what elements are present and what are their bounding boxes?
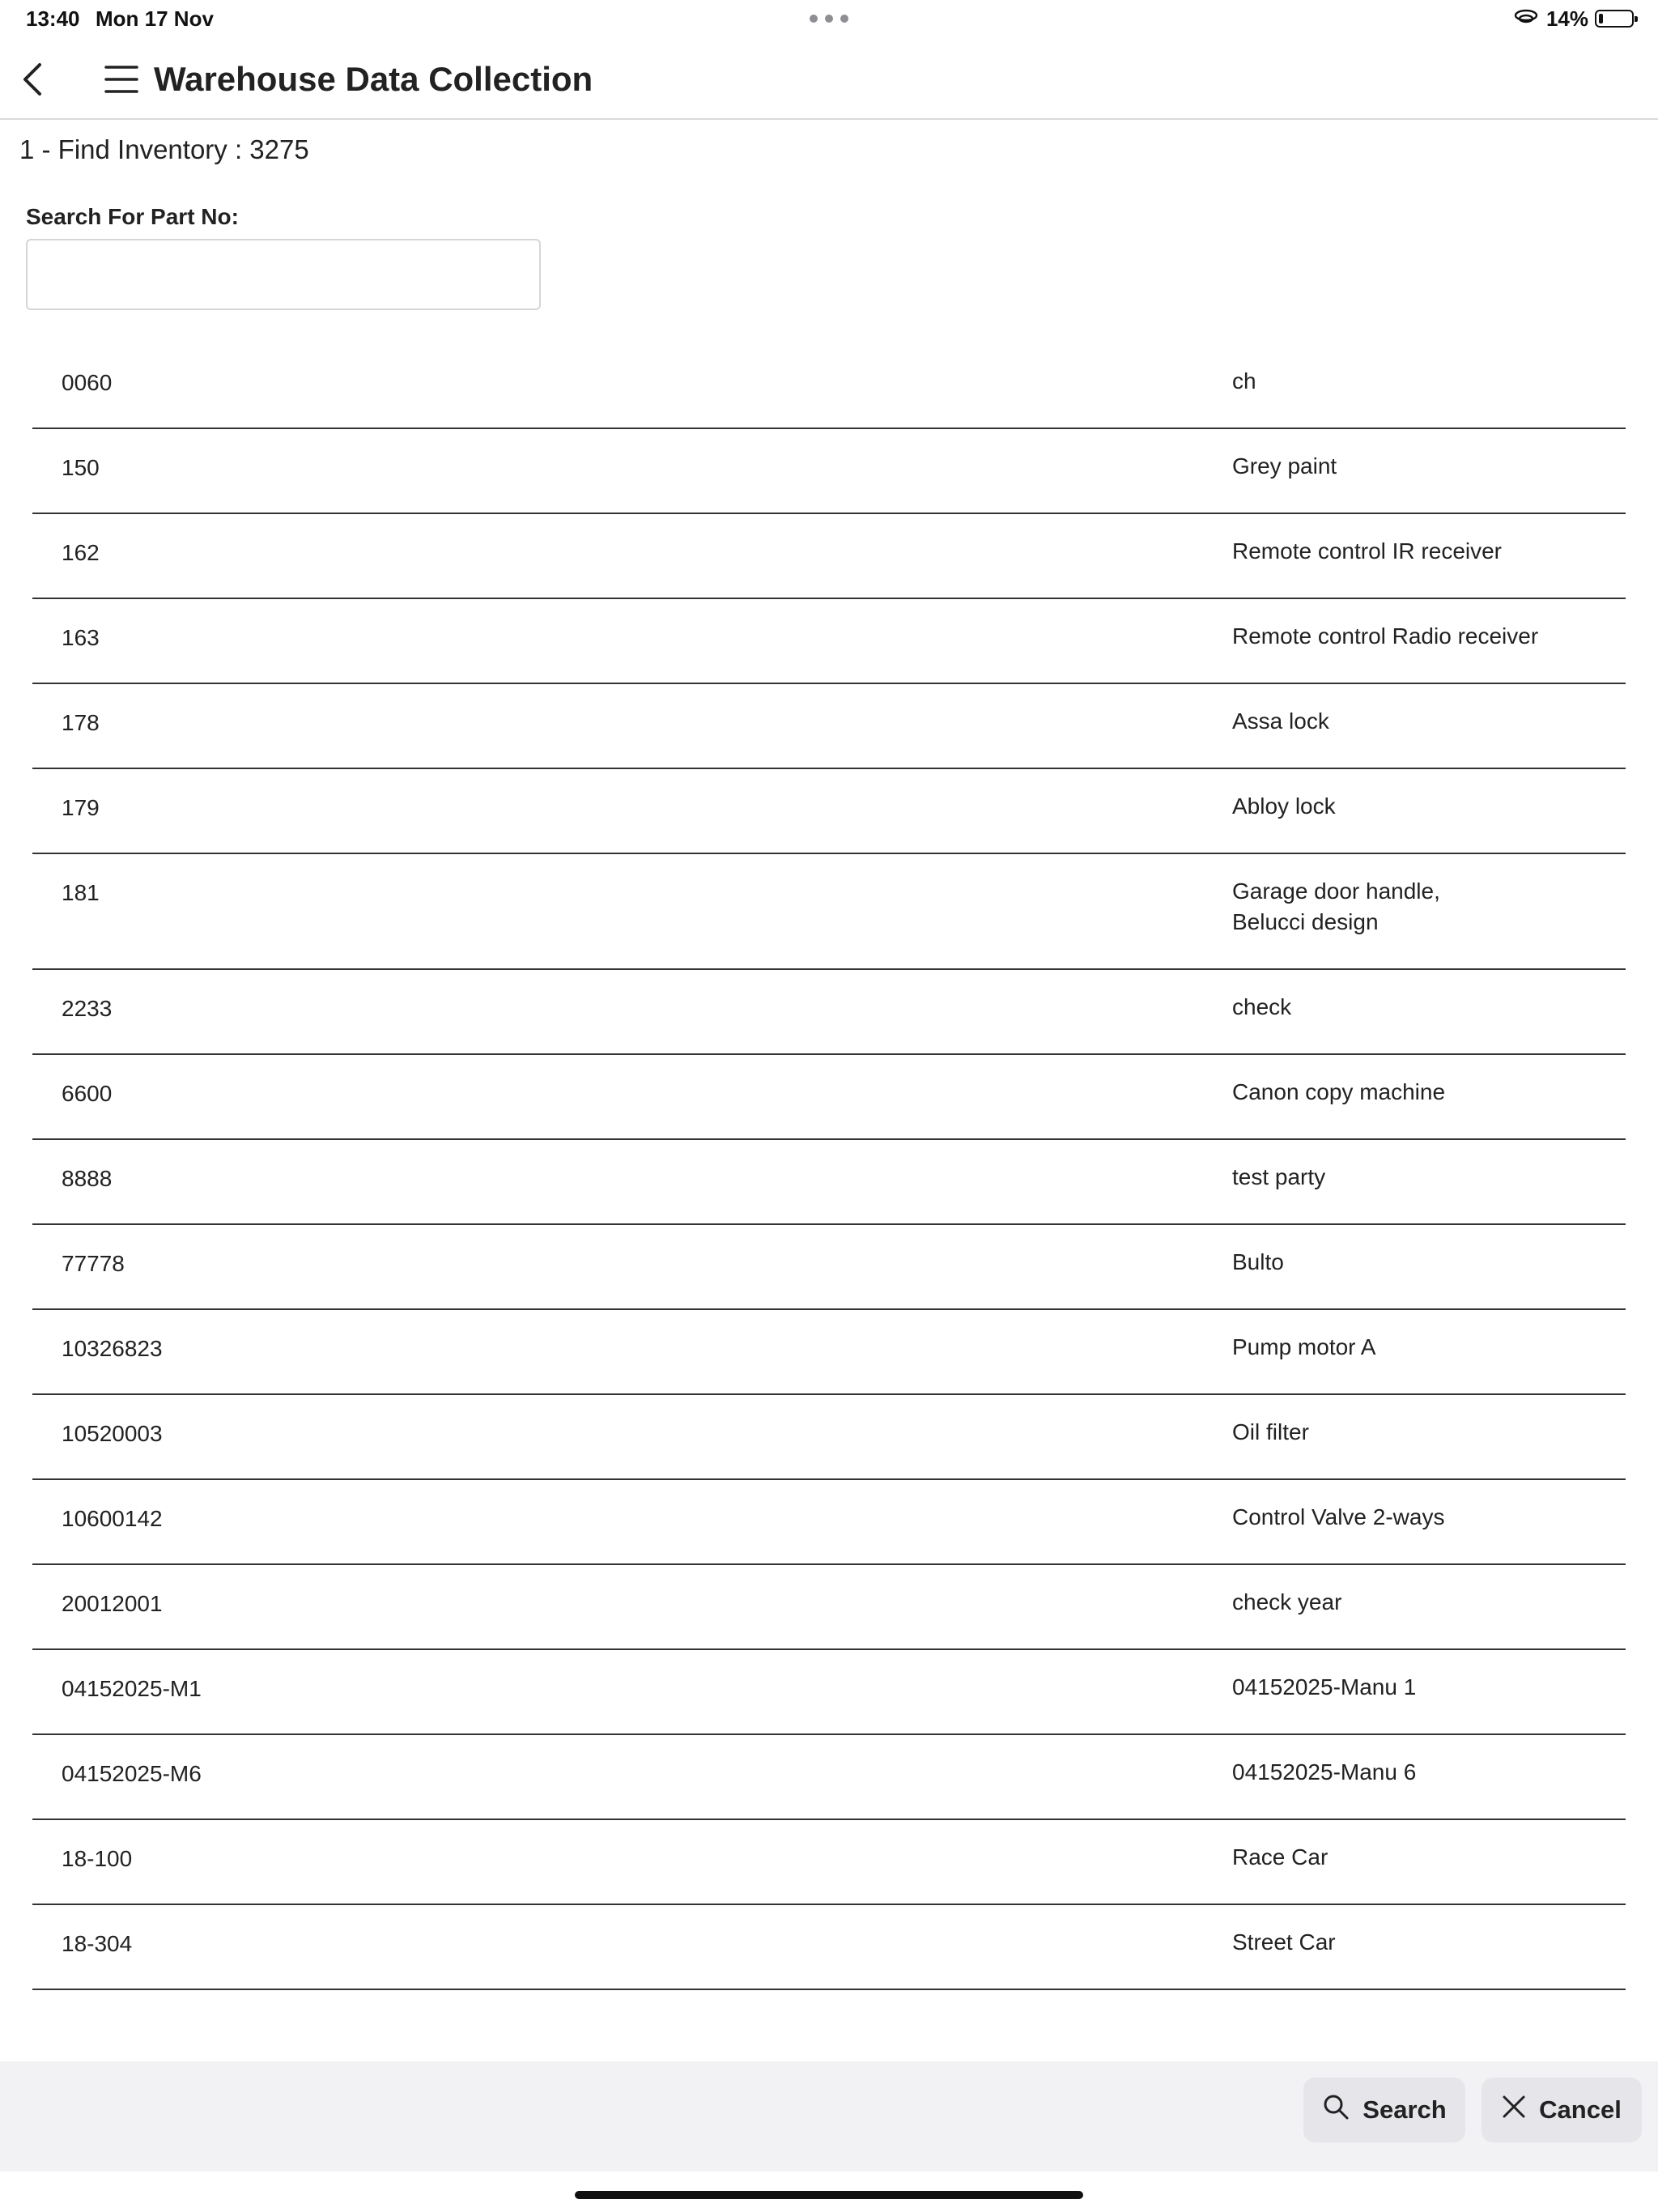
part-number-cell: 04152025-M1 [62, 1676, 202, 1701]
part-description-cell: Control Valve 2-ways [1232, 1504, 1445, 1529]
table-row[interactable] [32, 1565, 1626, 1650]
table-row[interactable] [32, 1140, 1626, 1225]
part-description-cell: Abloy lock [1232, 793, 1336, 819]
part-number-cell: 0060 [62, 370, 113, 395]
app-title: Warehouse Data Collection [154, 60, 593, 98]
part-description-cell: 04152025-Manu 6 [1232, 1759, 1417, 1784]
search-label: Search For Part No: [26, 204, 239, 229]
part-number-cell: 6600 [62, 1081, 113, 1106]
screen-title: 1 - Find Inventory : 3275 [19, 134, 309, 164]
back-button[interactable] [13, 57, 52, 105]
part-number-cell: 162 [62, 540, 100, 565]
table-row[interactable] [32, 1310, 1626, 1395]
part-description-cell: check year [1232, 1589, 1342, 1614]
part-description-cell: ch [1232, 368, 1256, 393]
status-indicators [1512, 5, 1634, 32]
table-row[interactable] [32, 1735, 1626, 1820]
part-description-cell: Grey paint [1232, 453, 1337, 479]
table-row[interactable] [32, 514, 1626, 599]
part-description-cell: Garage door handle, Belucci design [1232, 878, 1440, 934]
app-header [0, 45, 1658, 120]
part-number-cell: 2233 [62, 996, 113, 1021]
close-icon [1502, 2095, 1526, 2125]
battery-icon [1595, 10, 1634, 28]
part-description-cell: Assa lock [1232, 708, 1329, 734]
table-row[interactable] [32, 1820, 1626, 1905]
part-number-cell: 10520003 [62, 1421, 163, 1446]
part-no-search-input[interactable] [26, 239, 541, 310]
table-row[interactable] [32, 344, 1626, 429]
status-bar [0, 0, 1658, 37]
search-icon [1322, 2093, 1350, 2127]
table-row[interactable] [32, 1395, 1626, 1480]
table-row[interactable] [32, 1480, 1626, 1565]
part-description-cell: Pump motor A [1232, 1334, 1376, 1359]
part-number-cell: 04152025-M6 [62, 1761, 202, 1786]
part-description-cell: 04152025-Manu 1 [1232, 1674, 1417, 1699]
part-description-cell: Remote control Radio receiver [1232, 623, 1539, 649]
part-number-cell: 20012001 [62, 1591, 163, 1616]
part-number-cell: 179 [62, 795, 100, 820]
part-number-cell: 10600142 [62, 1506, 163, 1531]
cancel-button-label: Cancel [1539, 2095, 1622, 2124]
part-number-cell: 8888 [62, 1166, 113, 1191]
part-description-cell: Oil filter [1232, 1419, 1309, 1444]
part-number-cell: 178 [62, 710, 100, 735]
cancel-button[interactable] [1482, 2078, 1642, 2142]
table-row[interactable] [32, 684, 1626, 769]
battery-percent: 14% [1545, 6, 1588, 31]
part-description-cell: Bulto [1232, 1249, 1284, 1274]
search-button[interactable] [1303, 2078, 1465, 2142]
status-date: Mon 17 Nov [96, 6, 214, 31]
chevron-left-icon [20, 62, 45, 101]
footer-toolbar [0, 2061, 1658, 2172]
table-row[interactable] [32, 1225, 1626, 1310]
table-row[interactable] [32, 1055, 1626, 1140]
part-description-cell: Race Car [1232, 1844, 1329, 1870]
menu-button[interactable] [100, 57, 142, 105]
part-description-cell: test party [1232, 1164, 1326, 1189]
table-row[interactable] [32, 854, 1626, 970]
part-description-cell: Remote control IR receiver [1232, 538, 1503, 564]
part-description-cell: Canon copy machine [1232, 1079, 1446, 1104]
table-row[interactable] [32, 1650, 1626, 1735]
table-row[interactable] [32, 599, 1626, 684]
table-row[interactable] [32, 429, 1626, 514]
part-number-cell: 18-304 [62, 1931, 133, 1956]
part-description-cell: check [1232, 994, 1292, 1019]
parts-table [32, 344, 1626, 1990]
link-icon [1512, 8, 1540, 30]
multitask-dots-icon[interactable] [810, 15, 848, 24]
part-number-cell: 150 [62, 455, 100, 480]
part-number-cell: 18-100 [62, 1846, 133, 1871]
status-time: 13:40 [26, 6, 80, 31]
part-description-cell: Street Car [1232, 1929, 1336, 1955]
table-row[interactable] [32, 769, 1626, 854]
table-row[interactable] [32, 970, 1626, 1055]
part-number-cell: 163 [62, 625, 100, 650]
search-button-label: Search [1363, 2095, 1447, 2124]
part-number-cell: 77778 [62, 1251, 125, 1276]
part-number-cell: 10326823 [62, 1336, 163, 1361]
part-number-cell: 181 [62, 880, 100, 905]
table-row[interactable] [32, 1905, 1626, 1990]
home-indicator[interactable] [575, 2191, 1083, 2199]
hamburger-menu-icon [104, 64, 138, 99]
